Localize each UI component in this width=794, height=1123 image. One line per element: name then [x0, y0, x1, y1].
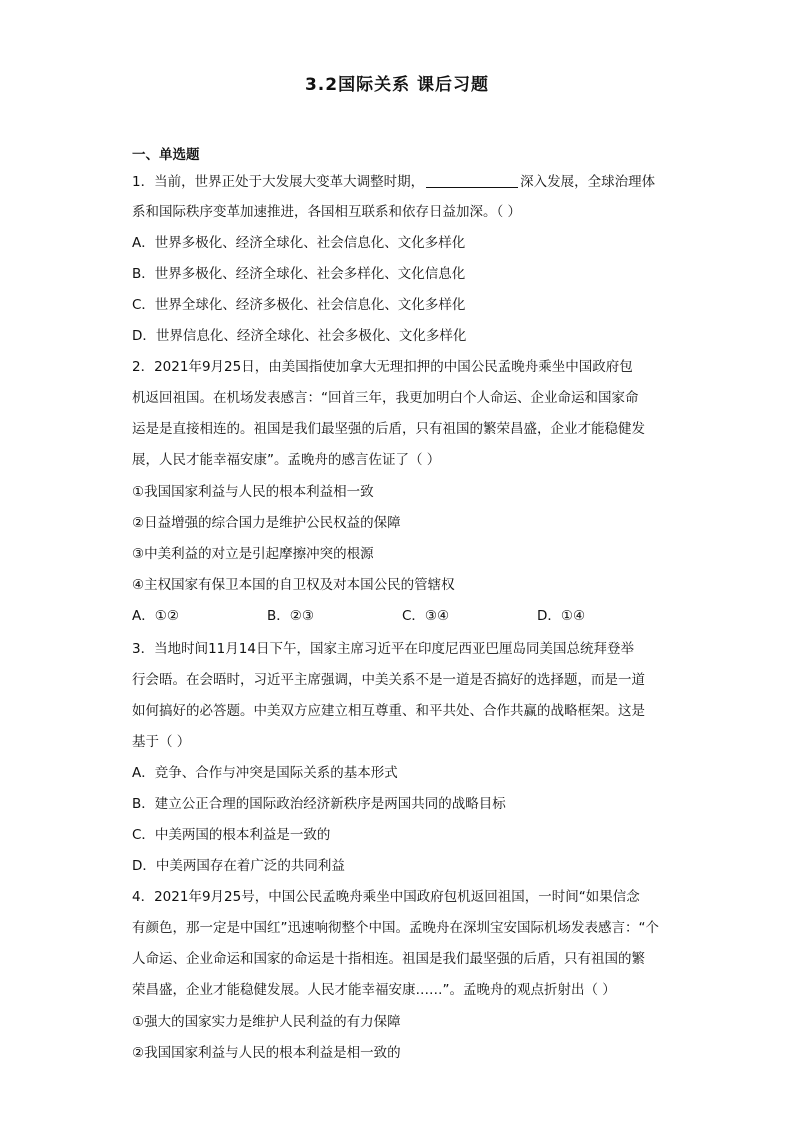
q1-stem-line1 — [132, 172, 672, 192]
q4-stem-line4: 荣昌盛，企业才能稳健发展。人民才能幸福安康……”。孟晚舟的观点折射出（ ） — [132, 982, 616, 998]
q2-stem-line2: 机返回祖国。在机场发表感言：“回首三年，我更加明白个人命运、企业命运和国家命 — [132, 390, 639, 406]
q1-stem-text-after-blank: 深入发展，全球治理体 — [520, 174, 656, 190]
q2-statement-4: ④主权国家有保卫本国的自卫权及对本国公民的管辖权 — [132, 577, 455, 593]
q4-stem-line2: 有颜色，那一定是中国红”迅速响彻整个中国。孟晚舟在深圳宝安国际机场发表感言：“个 — [132, 920, 659, 936]
q4-statement-2: ②我国国家利益与人民的根本利益是相一致的 — [132, 1045, 401, 1061]
q1-stem-text-before-blank: 1．当前，世界正处于大发展大变革大调整时期， — [132, 174, 425, 190]
q4-stem-line3: 人命运、企业命运和国家的命运是十指相连。祖国是我们最坚强的后盾，只有祖国的繁 — [132, 951, 645, 967]
q2-options-row — [132, 606, 672, 626]
q2-stem-line3: 运是是直接相连的。祖国是我们最坚强的后盾，只有祖国的繁荣昌盛，企业才能稳健发 — [132, 421, 645, 437]
q3-option-b: B．建立公正合理的国际政治经济新秩序是两国共同的战略目标 — [132, 796, 506, 812]
q4-stem-line1: 4．2021年9月25号，中国公民孟晚舟乘坐中国政府包机返回祖国，一时间“如果信念 — [132, 889, 640, 905]
q2-statement-3: ③中美利益的对立是引起摩擦冲突的根源 — [132, 546, 374, 562]
q2-stem-line4: 展，人民才能幸福安康”。孟晚舟的感言佐证了（ ） — [132, 452, 441, 468]
q3-option-c: C．中美两国的根本利益是一致的 — [132, 827, 331, 843]
q2-statement-2: ②日益增强的综合国力是维护公民权益的保障 — [132, 515, 401, 531]
q1-option-a: A．世界多极化、经济全球化、社会信息化、文化多样化 — [132, 235, 466, 251]
q4-statement-1: ①强大的国家实力是维护人民利益的有力保障 — [132, 1014, 401, 1030]
q1-option-b: B．世界多极化、经济全球化、社会多样化、文化信息化 — [132, 266, 466, 282]
page-title: 3.2国际关系 课后习题 — [304, 75, 490, 95]
q2-stem-line1: 2．2021年9月25日，由美国指使加拿大无理扣押的中国公民孟晚舟乘坐中国政府包 — [132, 359, 633, 375]
q1-option-c: C．世界全球化、经济多极化、社会信息化、文化多样化 — [132, 297, 466, 313]
q3-stem-line4: 基于（ ） — [132, 734, 191, 750]
q2-statement-1: ①我国国家利益与人民的根本利益相一致 — [132, 484, 374, 500]
q3-option-a: A．竞争、合作与冲突是国际关系的基本形式 — [132, 765, 398, 781]
q3-stem-line2: 行会晤。在会晤时，习近平主席强调，中美关系不是一道是否搞好的选择题，而是一道 — [132, 672, 645, 688]
q1-answer-blank — [426, 173, 518, 188]
q1-stem-line2: 系和国际秩序变革加速推进，各国相互联系和依存日益加深。（ ） — [132, 204, 522, 220]
q3-stem-line3: 如何搞好的必答题。中美双方应建立相互尊重、和平共处、合作共赢的战略框架。这是 — [132, 703, 645, 719]
q1-option-d: D．世界信息化、经济全球化、社会多极化、文化多样化 — [132, 328, 467, 344]
q2-option-c: C．③④ — [402, 608, 450, 624]
q2-option-d: D．①④ — [537, 608, 586, 624]
section-heading: 一、单选题 — [132, 147, 200, 163]
q2-option-a: A．①② — [132, 608, 179, 624]
q3-stem-line1: 3．当地时间11月14日下午，国家主席习近平在印度尼西亚巴厘岛同美国总统拜登举 — [132, 641, 634, 657]
q3-option-d: D．中美两国存在着广泛的共同利益 — [132, 858, 345, 874]
q2-option-b: B．②③ — [267, 608, 314, 624]
